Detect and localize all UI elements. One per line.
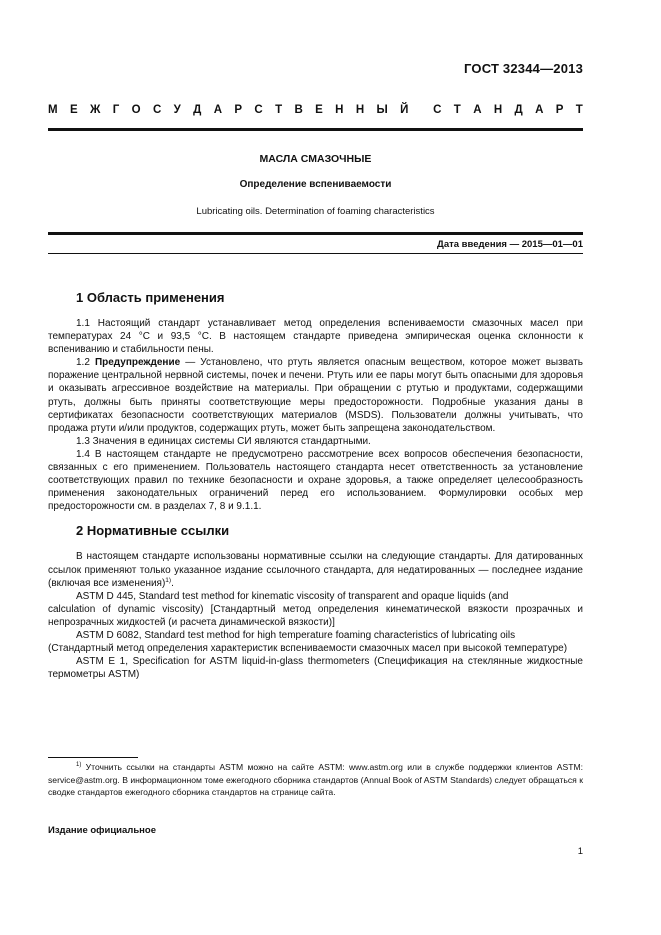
paragraph-2-intro	[48, 550, 583, 589]
interstate-letter: Й	[400, 104, 409, 116]
interstate-letter: Е	[315, 104, 323, 116]
interstate-letter: Н	[493, 104, 503, 116]
interstate-standard-heading	[48, 104, 583, 116]
interstate-letter: Ж	[89, 104, 101, 116]
section-1-heading: 1 Область применения	[76, 290, 225, 305]
reference-astm-e1: ASTM E 1, Specification for ASTM liquid-in-glass thermometers (Спецификация на стеклянные жидкостные термометры ASTM)	[48, 656, 583, 681]
interstate-letter: У	[173, 104, 181, 116]
footnote-text: Уточнить ссылки на стандарты ASTM можно на сайте ASTM: www.astm.org или в службе поддержки клиентов ASTM: service@astm.org. В информационном томе ежегодного сборника стандартов (Annual Book of ASTM Standards) следует обращаться к сводке стандартов ежегодного сборника стандартов на странице сайта.	[48, 762, 583, 798]
interstate-letter: Д	[193, 104, 202, 116]
interstate-letter: Т	[575, 104, 583, 116]
introduction-date: Дата введения — 2015—01—01	[437, 239, 583, 250]
paragraph-1-3: 1.3 Значения в единицах системы СИ являются стандартными.	[76, 435, 371, 447]
interstate-letter: В	[294, 104, 303, 116]
reference-astm-d445-line1: ASTM D 445, Standard test method for kinematic viscosity of transparent and opaque liquids (and	[76, 590, 509, 602]
paragraph-1-2	[48, 356, 583, 435]
document-number: ГОСТ 32344—2013	[464, 61, 583, 76]
paragraph-1-2-number: 1.2	[76, 357, 95, 369]
interstate-letter: С	[433, 104, 442, 116]
top-thick-rule	[48, 128, 583, 131]
interstate-letter: А	[535, 104, 544, 116]
footnote-number: 1)	[76, 762, 82, 768]
interstate-letter: Н	[355, 104, 365, 116]
page-number: 1	[577, 846, 583, 857]
official-edition-label: Издание официальное	[48, 825, 156, 836]
interstate-letter: Ы	[376, 104, 388, 116]
interstate-letter: Р	[234, 104, 243, 116]
section-2-heading: 2 Нормативные ссылки	[76, 523, 230, 539]
paragraph-1-2-text: — Установлено, что ртуть является опасным веществом, которое может вызвать поражение центральной нервной системы, почек и печени. Ртуть или ее пары могут быть опасными для здоровья и оказывать агрессивное воздействие на материалы. При обращении с ртутью и продуктами, содержащими ртуть, должны быть приняты соответствующие меры предосторожности. Подробные указания даны в сертификатах безопасности соответствующих материалов (MSDS). Пользователи должны учитывать, что продажа ртути и/или продуктов, содержащих ртуть, может быть запрещена законодательством.	[48, 357, 583, 434]
interstate-letter: Д	[514, 104, 523, 116]
standard-subtitle: Определение вспениваемости	[239, 179, 392, 190]
interstate-letter: А	[473, 104, 482, 116]
interstate-letter: С	[254, 104, 263, 116]
interstate-letter: Н	[335, 104, 344, 116]
english-title: Lubricating oils. Determination of foaming characteristics	[196, 206, 435, 217]
footnote-marker: 1)	[165, 576, 172, 584]
reference-astm-d6082-line2: (Стандартный метод определения характеристик вспениваемости смазочных масел при высокой температуре)	[48, 643, 568, 655]
interstate-letter: Е	[69, 104, 78, 116]
interstate-letter: С	[152, 104, 162, 116]
standard-title: МАСЛА СМАЗОЧНЫЕ	[259, 153, 372, 165]
interstate-letter: Г	[112, 104, 120, 116]
interstate-letter: Т	[453, 104, 461, 116]
interstate-letter: О	[131, 104, 141, 116]
footnote-separator	[48, 757, 138, 758]
paragraph-2-intro-end: .	[171, 577, 174, 589]
interstate-letter: М	[48, 104, 58, 116]
paragraph-2-intro-text: В настоящем стандарте использованы нормативные ссылки на следующие стандарты. Для датированных ссылок применяют только указанное издание ссылочного стандарта, для недатированных — последнее издание (включая все изменения)	[48, 551, 583, 589]
reference-astm-d445-line2: calculation of dynamic viscosity) [Стандартный метод определения кинематической вязкости прозрачных и непрозрачных жидкостей (и расчета динамической вязкости)]	[48, 603, 583, 628]
paragraph-1-1: 1.1 Настоящий стандарт устанавливает метод определения вспениваемости смазочных масел при температурах 24 °С и 93,5 °С. В настоящем стандарте приведена эмпирическая оценка склонности к вспениванию и стабильности пены.	[48, 318, 583, 356]
footnote	[48, 761, 583, 799]
paragraph-1-4: 1.4 В настоящем стандарте не предусмотрено рассмотрение всех вопросов обеспечения безопасности, связанных с его применением. Пользователь настоящего стандарта несет ответственность за установление соответствующих правил по технике безопасности и охране здоровья, а также определяет целесообразность применения законодательных ограничений перед его использованием. Формулировки особых мер предосторожности см. в разделах 7, 8 и 9.1.1.	[48, 448, 583, 513]
interstate-letter: А	[213, 104, 223, 116]
reference-astm-d6082-line1: ASTM D 6082, Standard test method for high temperature foaming characteristics of lubricating oils	[76, 629, 516, 641]
main-content	[48, 290, 583, 681]
warning-label: Предупреждение	[94, 357, 181, 369]
interstate-letter: Т	[275, 104, 283, 116]
title-bottom-thick-rule	[48, 232, 583, 235]
title-bottom-thin-rule	[48, 253, 583, 254]
interstate-letter: Р	[555, 104, 564, 116]
